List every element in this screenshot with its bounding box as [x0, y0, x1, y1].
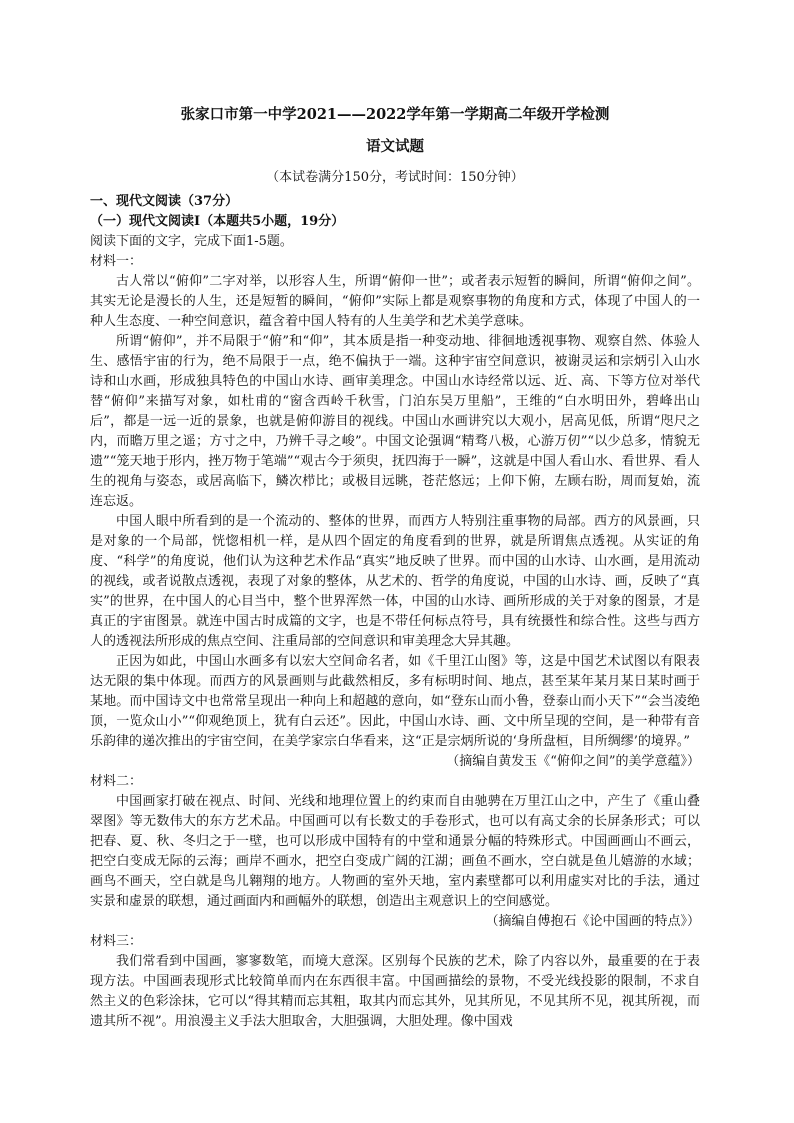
material-2-source: （摘编自傅抱石《论中国画的特点》） — [485, 914, 700, 929]
material-1-paragraph-4: 正因为如此，中国山水画多有以宏大空间命名者，如《千里江山图》等，这是中国艺术试图以有限表达无限的集中体现。而西方的风景画则与此截然相反，多有标明时间、地点，甚至某年某月某日某时画于某地。而中国诗文中也常常呈现出一种向上和超越的意向，如“登东山而小鲁，登泰山而小天下”“会当凌绝顶，一览众山小”“仰观绝顶上，犹有白云还”。因此，中国山水诗、画、文中所呈现的空间，是一种带有音乐韵律的递次推出的宇宙空间，在美学家宗白华看来，这“正是宗炳所说的‘身所盘桓，目所绸缪’的境界。” — [90, 654, 700, 749]
material-1-source: （摘编自黄发玉《“俯仰之间”的美学意蕴》） — [446, 754, 700, 769]
material-1-label: 材料一： — [90, 254, 143, 269]
material-1-paragraph-3: 中国人眼中所看到的是一个流动的、整体的世界，而西方人特别注重事物的局部。西方的风景画，只是对象的一个局部，恍惚相机一样，是从四个固定的角度看到的世界，就是所谓焦点透视。从实证的角度、“科学”的角度说，他们认为这种艺术作品“真实”地反映了世界。而中国的山水诗、山水画，是用流动的视线，或者说散点透视，表现了对象的整体，从艺术的、哲学的角度说，中国的山水诗、画，反映了“真实”的世界，在中国人的心目当中，整个世界浑然一体，中国的山水诗、画所形成的关于对象的图景，才是真正的宇宙图景。就连中国古时成篇的文字，也是不带任何标点符号，具有统摄性和综合性。这些与西方人的透视法所形成的焦点空间、注重局部的空间意识和审美理念大异其趣。 — [90, 514, 700, 649]
material-3-paragraph-1: 我们常看到中国画，寥寥数笔，而境大意深。区别每个民族的艺术，除了内容以外，最重要的在于表现方法。中国画表现形式比较简单而内在东西很丰富。中国画描绘的景物，不受光线投影的限制，不求自然主义的色彩涂抹，它可以“得其精而忘其粗，取其内而忘其外，见其所见，不见其所不见，视其所视，而遗其所不视”。用浪漫主义手法大胆取舍，大胆强调，大胆处理。像中国戏 — [90, 954, 700, 1029]
exam-title: 张家口市第一中学2021——2022学年第一学期高二年级开学检测 — [180, 106, 610, 123]
reading-instruction: 阅读下面的文字，完成下面1-5题。 — [90, 234, 293, 249]
subsection-heading: （一）现代文阅读Ⅰ（本题共5小题，19分） — [90, 214, 345, 229]
exam-page — [90, 104, 700, 1032]
material-2-paragraph-1: 中国画家打破在视点、时间、光线和地理位置上的约束而自由驰骋在万里江山之中，产生了《重山叠翠图》等无数伟大的东方艺术品。中国画可以有长数丈的手卷形式，也可以有高丈余的长屏条形式；可以把春、夏、秋、冬归之于一壁，也可以形成中国特有的中堂和通景分幅的特殊形式。中国画画山不画云，把空白变成无际的云海；画岸不画水，把空白变成广阔的江湖；画鱼不画水，空白就是鱼儿嬉游的水域；画鸟不画天，空白就是鸟儿翱翔的地方。人物画的室外天地，室内素壁都可以利用虚实对比的手法，通过实景和虚景的联想，通过画面内和画幅外的联想，创造出主观意识上的空间感觉。 — [90, 794, 700, 909]
material-2-label: 材料二： — [90, 774, 143, 789]
exam-subject: 语文试题 — [366, 138, 424, 155]
section-heading: 一、现代文阅读（37分） — [90, 194, 239, 209]
exam-note: （本试卷满分150分，考试时间：150分钟） — [266, 170, 524, 185]
material-1-paragraph-1: 古人常以“俯仰”二字对举，以形容人生，所谓“俯仰一世”；或者表示短暂的瞬间，所谓“俯仰之间”。其实无论是漫长的人生，还是短暂的瞬间，“俯仰”实际上都是观察事物的角度和方式，体现了中国人的一种人生态度、一种空间意识，蕴含着中国人特有的人生美学和艺术美学意味。 — [90, 274, 700, 329]
material-1-paragraph-2: 所谓“俯仰”，并不局限于“俯”和“仰”，其本质是指一种变动地、徘徊地透视事物、观察自然、体验人生、感悟宇宙的行为，绝不局限于一点，绝不偏执于一端。这种宇宙空间意识，被谢灵运和宗炳引入山水诗和山水画，形成独具特色的中国山水诗、画审美理念。中国山水诗经常以远、近、高、下等方位对举代替“俯仰”来描写对象，如杜甫的“窗含西岭千秋雪，门泊东吴万里船”，王维的“白水明田外，碧峰出山后”，都是一远一近的景象，也就是俯仰游目的视线。中国山水画讲究以大观小，居高见低，所谓“咫尺之内，而瞻万里之遥；方寸之中，乃辨千寻之峻”。中国文论强调“精骛八极，心游万仞”“以少总多，情貌无遗”“笼天地于形内，挫万物于笔端”“观古今于须臾，抚四海于一瞬”，这就是中国人看山水、看世界、看人生的视角与姿态，或居高临下，鳞次栉比；或极目远眺，苍茫悠远；上仰下俯，左顾右盼，周而复始，流连忘返。 — [90, 334, 700, 509]
material-3-label: 材料三： — [90, 934, 143, 949]
